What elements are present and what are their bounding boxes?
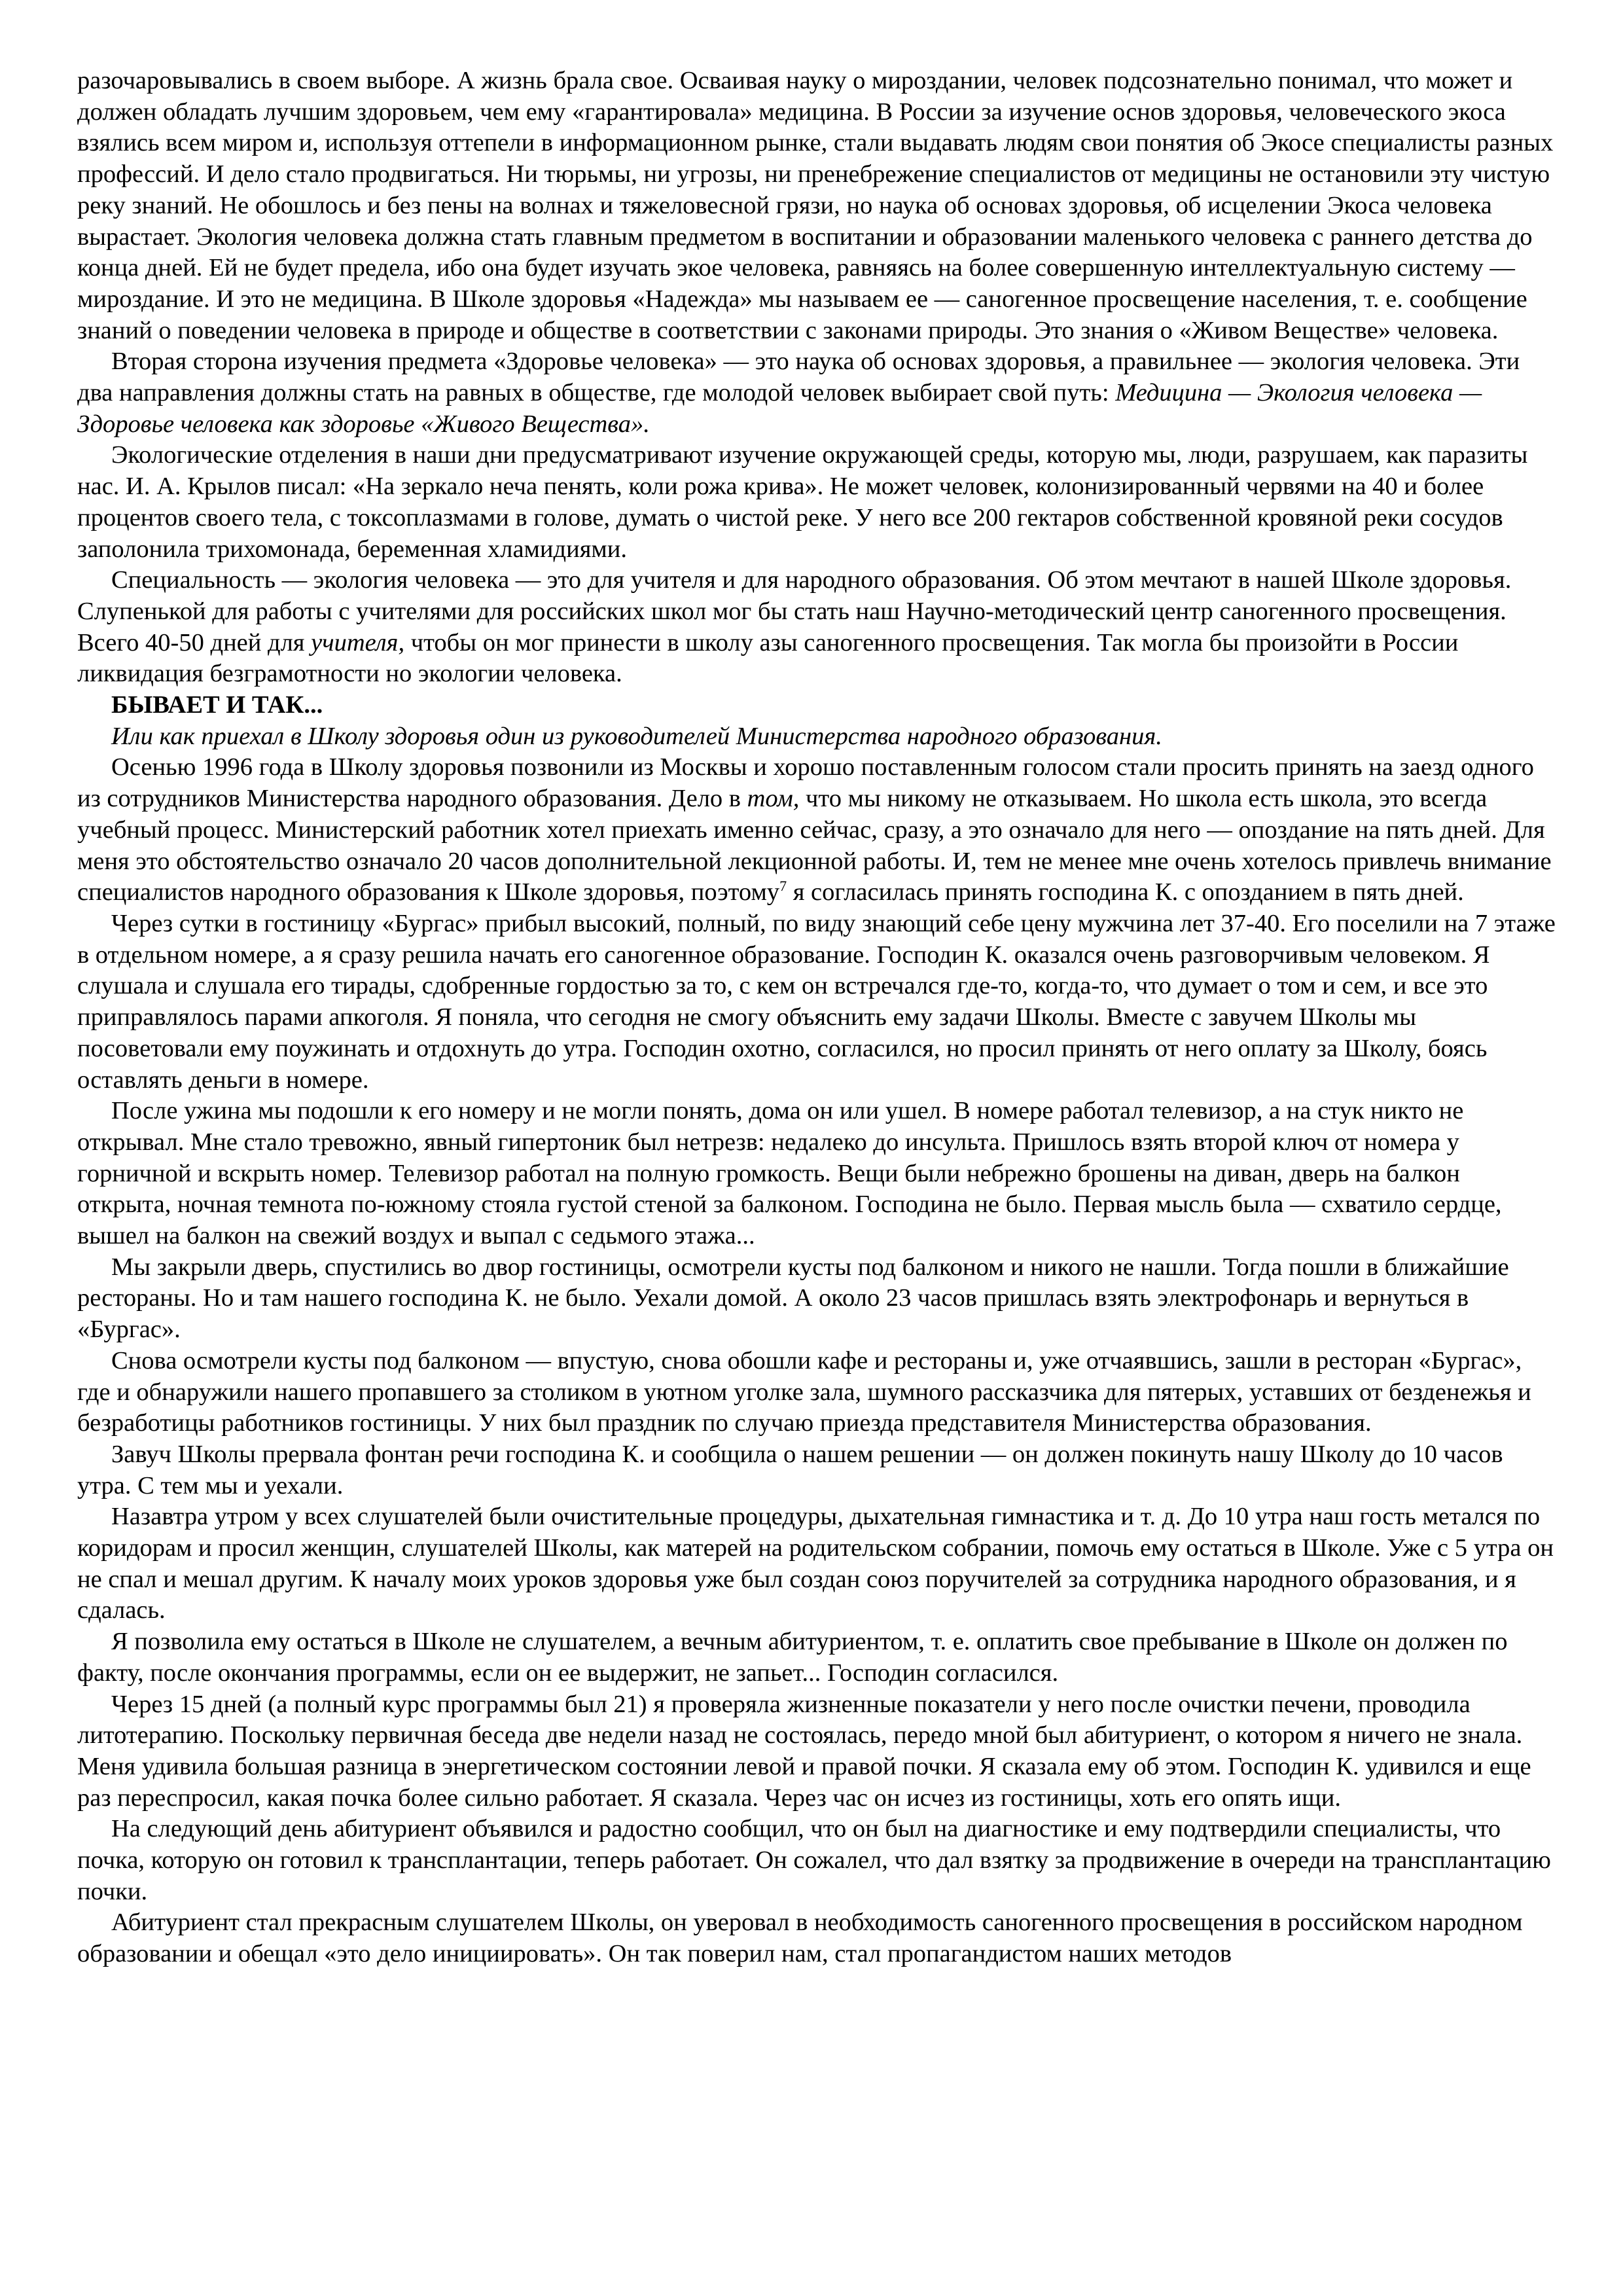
paragraph: Экологические отделения в наши дни предусматривают изучение окружающей среды, которую мы, люди, разрушаем, как паразиты нас. И. А. Крылов писал: «На зеркало неча пенять, коли рожа крива». Не может человек, колонизированный червями на 40 и более процентов своего тела, с токсоплазмами в голове, думать о чистой реке. У него все 200 гектаров собственной кровяной реки сосудов заполонила трихомонада, беременная хламидиями. — [77, 441, 1528, 563]
paragraph: Назавтра утром у всех слушателей были очистительные процедуры, дыхательная гимнастика и т. д. До 10 утра наш гость метался по коридорам и просил женщин, слушателей Школы, как матерей на родительском собрании, помочь ему остаться в Школе. Уже с 5 утра он не спал и мешал другим. К началу моих уроков здоровья уже был создан союз поручителей за сотрудника народного образования, и я сдалась. — [77, 1503, 1554, 1624]
paragraph: Мы закрыли дверь, спустились во двор гостиницы, осмотрели кусты под балконом и никого не нашли. Тогда пошли в ближайшие рестораны. Но и там нашего господина К. не было. Уехали домой. А около 23 часов пришлась взять электрофонарь и вернуться в «Бургас». — [77, 1253, 1509, 1344]
paragraph: Через 15 дней (а полный курс программы был 21) я проверяла жизненные показатели у него после очистки печени, проводила литотерапию. Поскольку первичная беседа две недели назад не состоялась, передо мной был абитуриент, о котором я ничего не знала. Меня удивила большая разница в энергетическом состоянии левой и правой почки. Я сказала ему об этом. Господин К. удивился и еще раз переспросил, какая почка более сильно работает. Я сказала. Через час он исчез из гостиницы, хоть его опять ищи. — [77, 1690, 1531, 1812]
paragraph: Завуч Школы прервала фонтан речи господина К. и сообщила о нашем решении — он должен покинуть нашу Школу до 10 часов утра. С тем мы и уехали. — [77, 1440, 1503, 1499]
paragraph — [77, 346, 1558, 440]
section-heading: БЫВАЕТ И ТАК... — [111, 691, 323, 719]
document-page — [77, 65, 1558, 1970]
paragraph-text: я согласилась принять господина К. с опозданием в пять дней. — [787, 878, 1464, 906]
paragraph-italic-text: Медицина — Экология человека — Здоровье человека как здоровье «Живого Вещества». — [77, 379, 1482, 438]
paragraph: Абитуриент стал прекрасным слушателем Школы, он уверовал в необходимость саногенного просвещения в российском народном образовании и обещал «это дело инициировать». Он так поверил нам, стал пропагандистом наших методов — [77, 1909, 1523, 1968]
paragraph: Снова осмотрели кусты под балконом — впустую, снова обошли кафе и рестораны и, уже отчаявшись, зашли в ресторан «Бургас», где и обнаружили нашего пропавшего за столиком в уютном уголке зала, шумного рассказчика для пятерых, уставших от безденежья и безработицы работников гостиницы. У них был праздник по случаю приезда представителя Министерства образования. — [77, 1346, 1531, 1437]
paragraph — [77, 752, 1558, 908]
section-subtitle: Или как приехал в Школу здоровья один из руководителей Министерства народного образования. — [111, 722, 1162, 750]
paragraph-italic-text: учителя, — [311, 628, 405, 656]
paragraph-text: что мы никому не отказываем. Но школа есть школа, это всегда учебный процесс. Министерский работник хотел приехать именно сейчас, сразу, а это означало для него — опоздание на пять дней. Для меня это обстоятельство означало 20 часов дополнительной лекционной работы. И, тем не менее мне очень хотелось привлечь внимание специалистов народного образования к Школе здоровья, поэтому — [77, 785, 1552, 906]
paragraph — [77, 565, 1558, 690]
paragraph: После ужина мы подошли к его номеру и не могли понять, дома он или ушел. В номере работал телевизор, а на стук никто не открывал. Мне стало тревожно, явный гипертоник был нетрезв: недалеко до инсульта. Пришлось взять второй ключ от номера у горничной и вскрыть номер. Телевизор работал на полную громкость. Вещи были небрежно брошены на диван, дверь на балкон открыта, ночная темнота по-южному стояла густой стеной за балконом. Господина не было. Первая мысль была — схватило сердце, вышел на балкон на свежий воздух и выпал с седьмого этажа... — [77, 1097, 1502, 1250]
paragraph: Я позволила ему остаться в Школе не слушателем, а вечным абитуриентом, т. е. оплатить свое пребывание в Школе он должен по факту, после окончания программы, если он ее выдержит, не запьет... Господин согласился. — [77, 1628, 1508, 1687]
paragraph: Через сутки в гостиницу «Бургас» прибыл высокий, полный, по виду знающий себе цену мужчина лет 37-40. Его поселили на 7 этаже в отдельном номере, а я сразу решила начать его саногенное образование. Господин К. оказался очень разговорчивым человеком. Я слушала и слушала его тирады, сдобренные гордостью за то, с кем он встречался где-то, когда-то, что думает о том и сем, и все это приправлялось парами апкоголя. Я поняла, что сегодня не смогу объяснить ему задачи Школы. Вместе с завучем Школы мы посоветовали ему поужинать и отдохнуть до утра. Господин охотно, согласился, но просил принять от него оплату за Школу, боясь оставлять деньги в номере. — [77, 909, 1556, 1094]
paragraph: На следующий день абитуриент объявился и радостно сообщил, что он был на диагностике и ему подтвердили специалисты, что почка, которую он готовил к трансплантации, теперь работает. Он сожалел, что дал взятку за продвижение в очереди на трансплантацию почки. — [77, 1815, 1551, 1905]
paragraph-text: Вторая сторона изучения предмета «Здоровье человека» — это наука об основах здоровья, а правильнее — экология человека. Эти два направления должны стать на равных в обществе, где молодой человек выбирает свой путь: — [77, 348, 1520, 407]
paragraph-text: Специальность — экология человека — это для учителя и для народного образования. Об этом мечтают в нашей Школе здоровья. Слупенькой для работы с учителями для российских школ мог бы стать наш Научно-методический центр саногенного просвещения. Всего 40-50 дней для — [77, 566, 1512, 656]
footnote-marker: 7 — [779, 878, 787, 895]
paragraph-text: чтобы он мог принести в школу азы саногенного просвещения. Так могла бы произойти в России ликвидация безграмотности но экологии человека. — [77, 628, 1459, 688]
paragraph-italic-text: том, — [747, 785, 800, 813]
paragraph-text: Осенью 1996 года в Школу здоровья позвонили из Москвы и хорошо поставленным голосом стали просить принять на заезд одного из сотрудников Министерства народного образования. Дело в — [77, 753, 1534, 813]
paragraph: разочаровывались в своем выборе. А жизнь брала свое. Осваивая науку о мироздании, человек подсознательно понимал, что может и должен обладать лучшим здоровьем, чем ему «гарантировала» медицина. В России за изучение основ здоровья, человеческого экоса взялись всем миром и, используя оттепели в информационном рынке, стали выдавать людям свои понятия об Экосе специалисты разных профессий. И дело стало продвигаться. Ни тюрьмы, ни угрозы, ни пренебрежение специалистов от медицины не остановили эту чистую реку знаний. Не обошлось и без пены на волнах и тяжеловесной грязи, но наука об основах здоровья, об исцелении Экоса человека вырастает. Экология человека должна стать главным предметом в воспитании и образовании маленького человека с раннего детства до конца дней. Ей не будет предела, ибо она будет изучать экое человека, равняясь на более совершенную интеллектуальную систему — мироздание. И это не медицина. В Школе здоровья «Надежда» мы называем ее — саногенное просвещение населения, т. е. сообщение знаний о поведении человека в природе и обществе в соответствии с законами природы. Это знания о «Живом Веществе» человека. — [77, 67, 1554, 344]
